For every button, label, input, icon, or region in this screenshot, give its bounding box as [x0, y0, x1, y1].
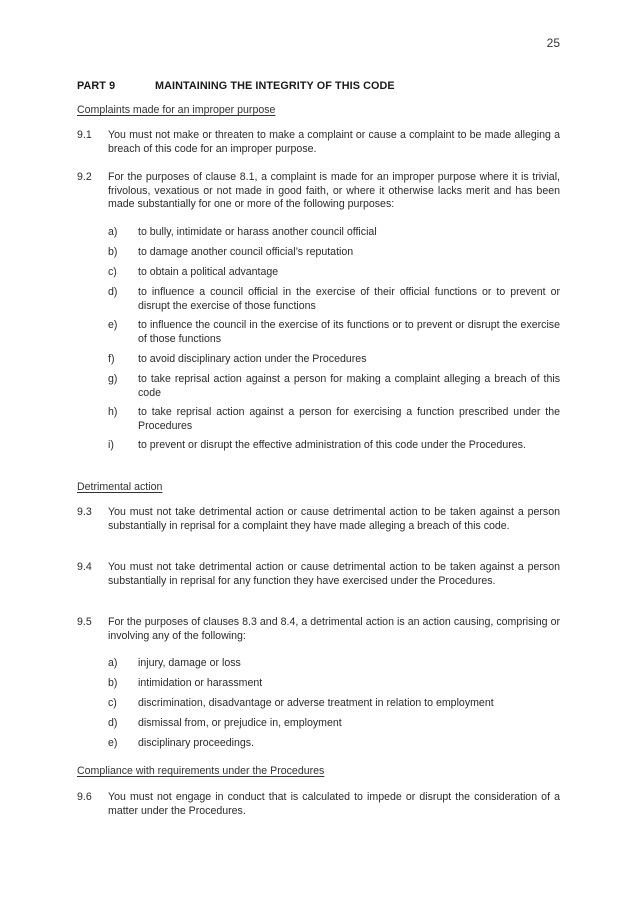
list-letter: d): [108, 286, 118, 298]
list-item: [108, 677, 560, 691]
list-item: [108, 737, 560, 751]
clause-number: 9.4: [77, 561, 92, 573]
list-letter: b): [108, 677, 118, 689]
list-item: [108, 286, 560, 313]
list-text: injury, damage or loss: [138, 657, 241, 669]
list-letter: f): [108, 353, 115, 365]
list-item: [108, 319, 560, 346]
list-letter: d): [108, 717, 118, 729]
clause-number: 9.1: [77, 129, 92, 141]
section-heading-detrimental: Detrimental action: [77, 481, 163, 493]
list-letter: h): [108, 406, 118, 418]
clause-number: 9.2: [77, 171, 92, 183]
list-item: [108, 697, 560, 711]
list-item: [108, 717, 560, 731]
list-letter: c): [108, 697, 117, 709]
list-letter: b): [108, 246, 118, 258]
list-letter: e): [108, 737, 118, 749]
clause-9-6: [77, 791, 560, 818]
list-text: disciplinary proceedings.: [138, 737, 255, 749]
list-text: intimidation or harassment: [138, 677, 263, 689]
list-text: to bully, intimidate or harass another council official: [138, 226, 377, 238]
clause-number: 9.6: [77, 791, 92, 803]
list-letter: a): [108, 226, 118, 238]
section-heading-complaints: Complaints made for an improper purpose: [77, 104, 276, 116]
list-item: [108, 406, 560, 433]
list-letter: e): [108, 319, 118, 331]
list-text: to influence the council in the exercise of its functions or to prevent or disrupt the exercise of those functions: [138, 319, 560, 345]
list-item: [108, 246, 560, 260]
clause-9-3: [77, 506, 560, 533]
list-item: [108, 353, 560, 367]
clause-9-2: [77, 171, 560, 212]
list-text: to damage another council official’s reputation: [138, 246, 354, 258]
list-letter: a): [108, 657, 118, 669]
clause-9-1: [77, 129, 560, 156]
list-item: [108, 439, 560, 453]
clause-text: You must not make or threaten to make a complaint or cause a complaint to be made alleging a breach of this code for an improper purpose.: [108, 129, 560, 155]
clause-text: You must not take detrimental action or cause detrimental action to be taken against a person substantially in reprisal for a complaint they have made alleging a breach of this code.: [108, 506, 560, 532]
list-text: to take reprisal action against a person for making a complaint alleging a breach of this code: [138, 373, 560, 399]
part-label: PART 9: [77, 80, 116, 92]
clause-number: 9.5: [77, 616, 92, 628]
clause-text: You must not take detrimental action or cause detrimental action to be taken against a person substantially in reprisal for any function they have exercised under the Procedures.: [108, 561, 560, 587]
list-letter: i): [108, 439, 114, 451]
list-text: to obtain a political advantage: [138, 266, 279, 278]
part-heading: [77, 80, 395, 94]
section-heading-compliance: Compliance with requirements under the Procedures: [77, 765, 325, 777]
list-letter: g): [108, 373, 118, 385]
clause-text: For the purposes of clause 8.1, a complaint is made for an improper purpose where it is trivial, frivolous, vexatious or not made in good faith, or where it otherwise lacks merit and has been made substantially for one or more of the following purposes:: [108, 171, 560, 210]
list-text: to influence a council official in the exercise of their official functions or to prevent or disrupt the exercise of those functions: [138, 286, 560, 312]
list-item: [108, 266, 560, 280]
list-text: to prevent or disrupt the effective administration of this code under the Procedures.: [138, 439, 526, 451]
list-item: [108, 657, 560, 671]
list-text: discrimination, disadvantage or adverse treatment in relation to employment: [138, 697, 494, 709]
list-text: to take reprisal action against a person for exercising a function prescribed under the Procedures: [138, 406, 560, 432]
list-item: [108, 373, 560, 400]
clause-9-5: [77, 616, 560, 643]
list-item: [108, 226, 560, 240]
part-title: MAINTAINING THE INTEGRITY OF THIS CODE: [155, 80, 395, 92]
clause-number: 9.3: [77, 506, 92, 518]
list-text: to avoid disciplinary action under the Procedures: [138, 353, 367, 365]
list-letter: c): [108, 266, 117, 278]
clause-text: You must not engage in conduct that is calculated to impede or disrupt the consideration of a matter under the Procedures.: [108, 791, 560, 817]
page-number: 25: [546, 36, 560, 50]
list-text: dismissal from, or prejudice in, employment: [138, 717, 342, 729]
clause-text: For the purposes of clauses 8.3 and 8.4, a detrimental action is an action causing, comprising or involving any of the following:: [108, 616, 560, 642]
clause-9-4: [77, 561, 560, 588]
